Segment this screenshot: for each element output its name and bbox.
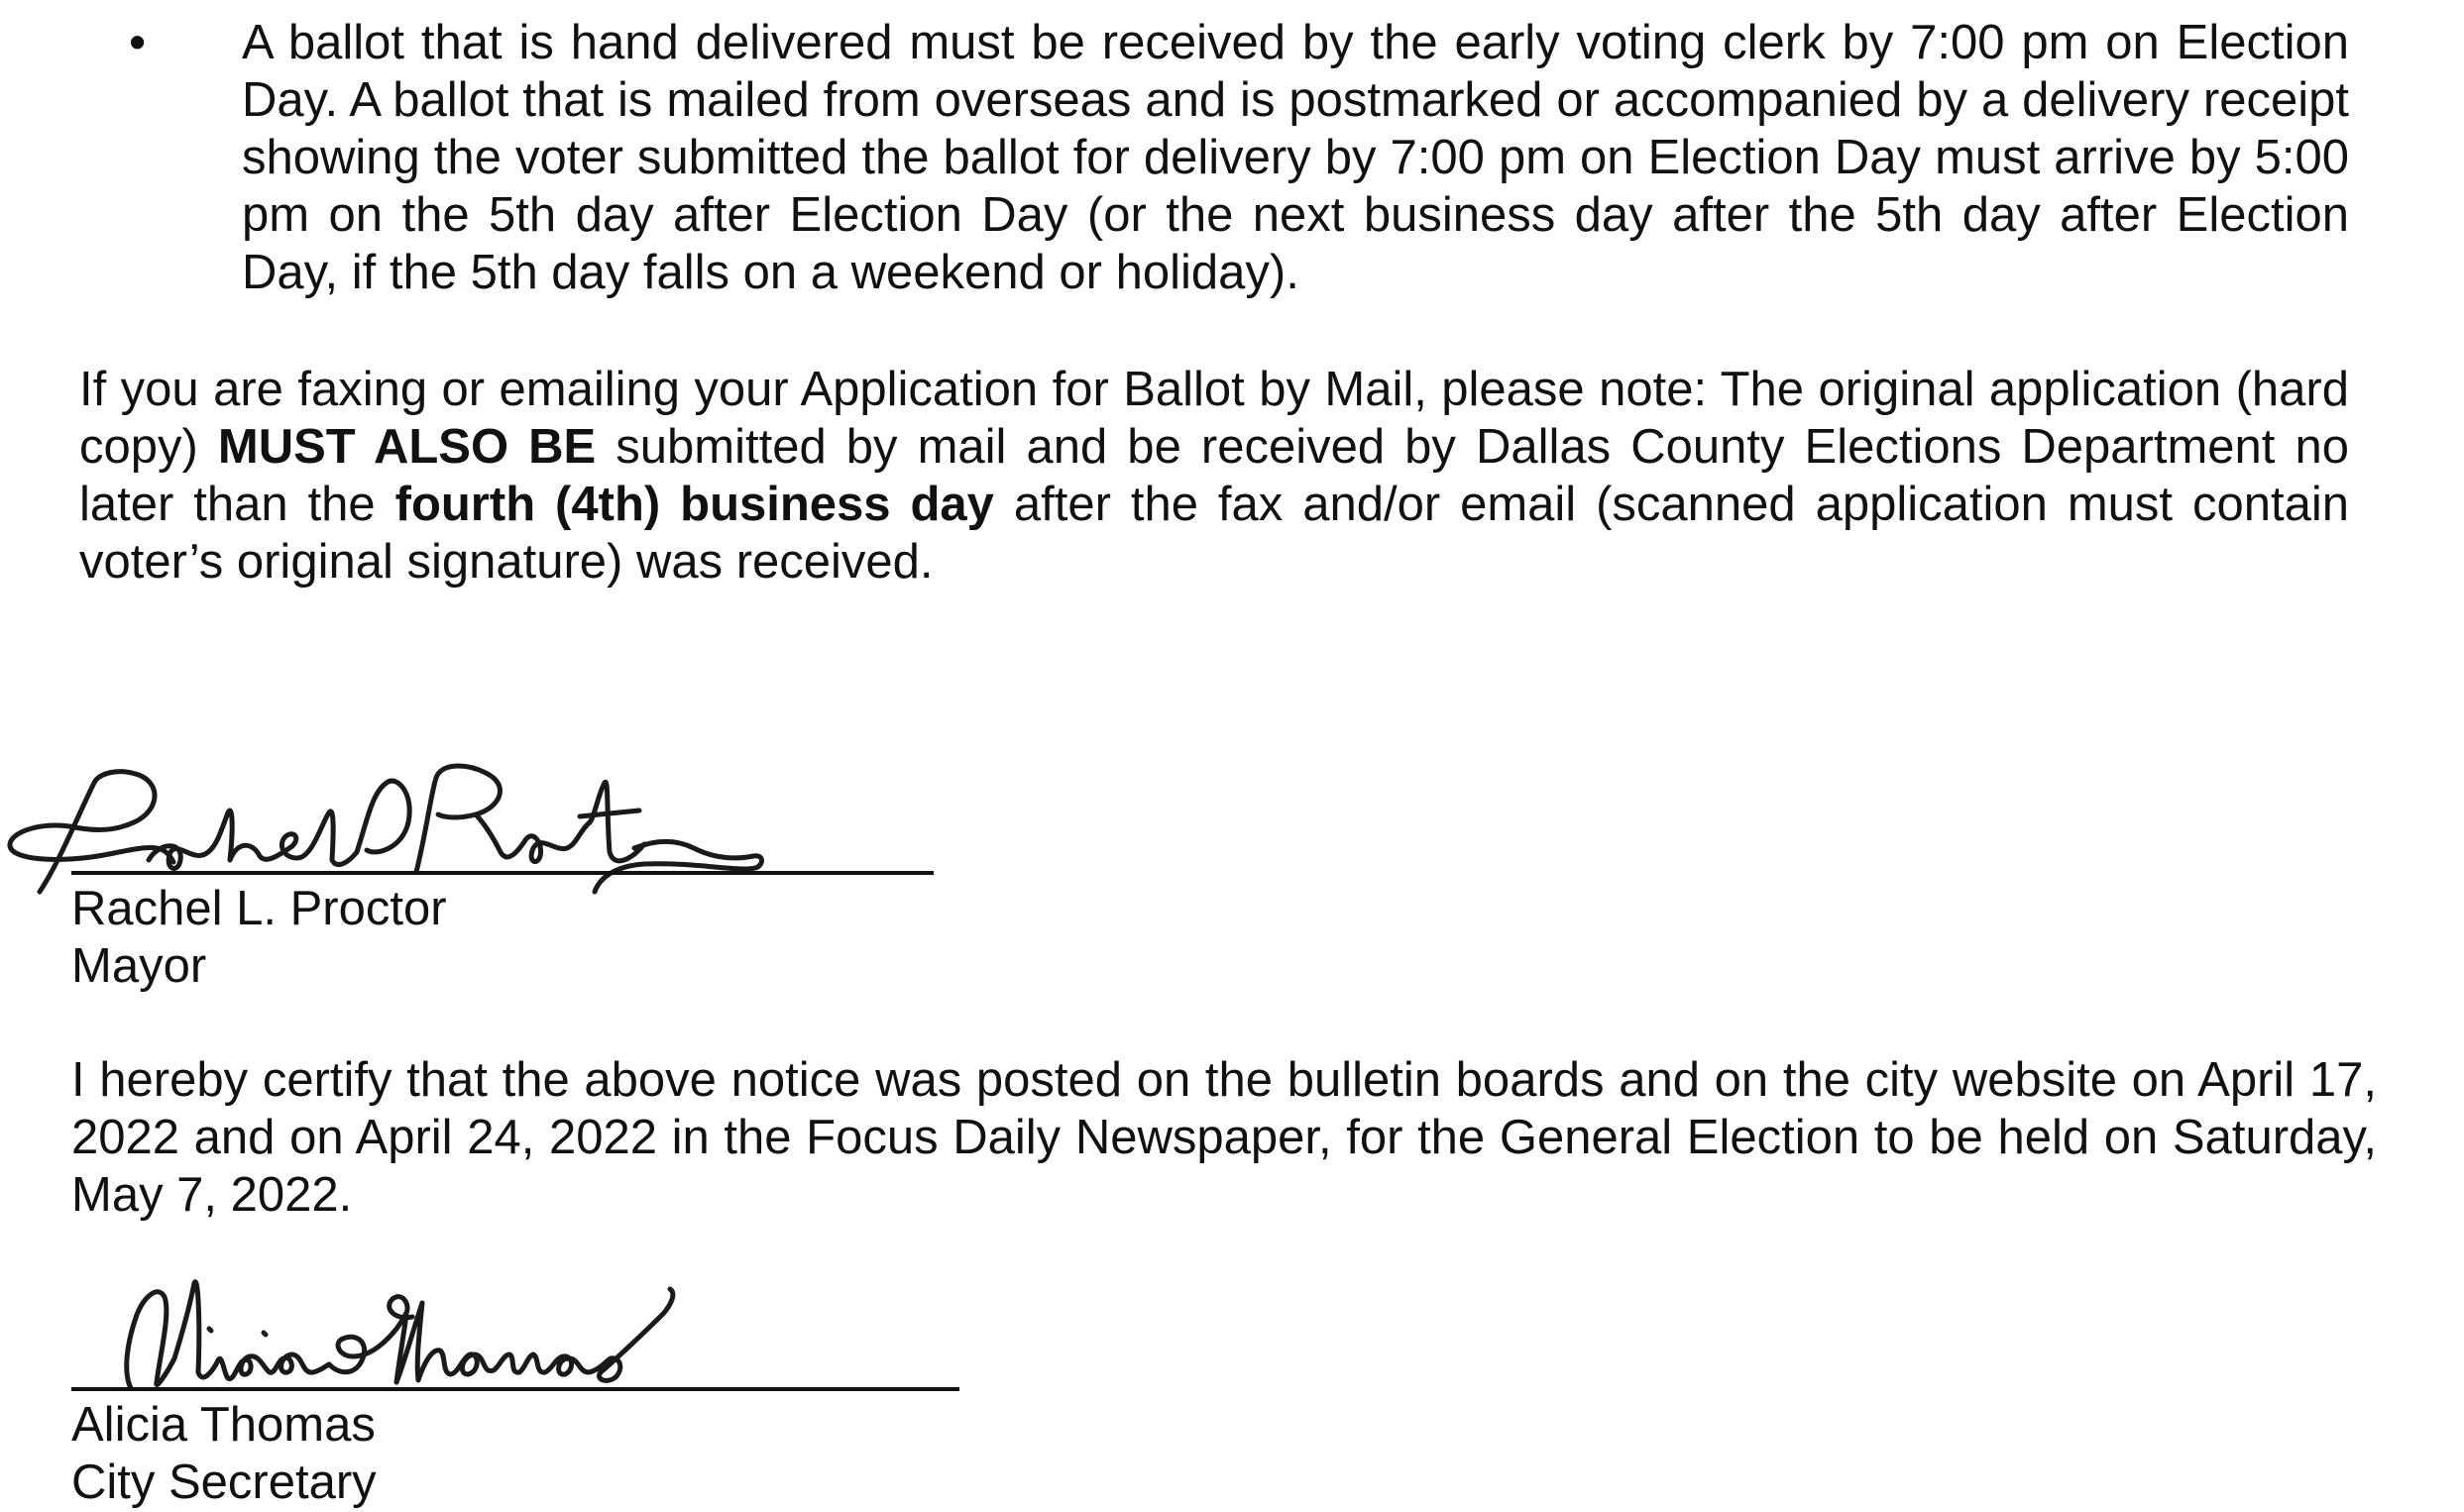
secretary-title: City Secretary <box>71 1456 377 1509</box>
note-bold-must-also-be: MUST ALSO BE <box>217 420 597 474</box>
secretary-name: Alicia Thomas <box>71 1398 376 1452</box>
mayor-title: Mayor <box>71 939 207 993</box>
note-text-part1: If you are faxing or emailing your Application for Ballot by Mail, please note: The original application (hard copy) <box>79 363 2349 474</box>
note-text-part2: submitted by mail and be received by Dallas County Elections Department no later than the <box>79 420 2349 531</box>
secretary-signature <box>109 1263 704 1402</box>
fax-email-note <box>79 361 2349 591</box>
bullet-text: A ballot that is hand delivered must be received by the early voting clerk by 7:00 pm on Election Day. A ballot that is mailed from overseas and is postmarked or accompanied by a delivery receipt showing the voter submitted the ballot for delivery by 7:00 pm on Election Day must arrive by 5:00 pm on the 5th day after Election Day (or the next business day after the 5th day after Election Day, if the 5th day falls on a weekend or holiday). <box>242 16 2349 299</box>
bullet-symbol: • <box>129 16 147 69</box>
mayor-name: Rachel L. Proctor <box>71 882 447 935</box>
certification-text: I hereby certify that the above notice was posted on the bulletin boards and on the city website on April 17, 2022 and on April 24, 2022 in the Focus Daily Newspaper, for the General Election to be held on Saturday, May 7, 2022. <box>71 1053 2377 1222</box>
note-bold-fourth-business-day: fourth (4th) business day <box>394 478 994 531</box>
secretary-signature-line <box>71 1387 959 1391</box>
mayor-signature-line <box>71 871 934 875</box>
note-text-part3: after the fax and/or email (scanned application must contain voter’s original signature) was received. <box>79 478 2349 589</box>
